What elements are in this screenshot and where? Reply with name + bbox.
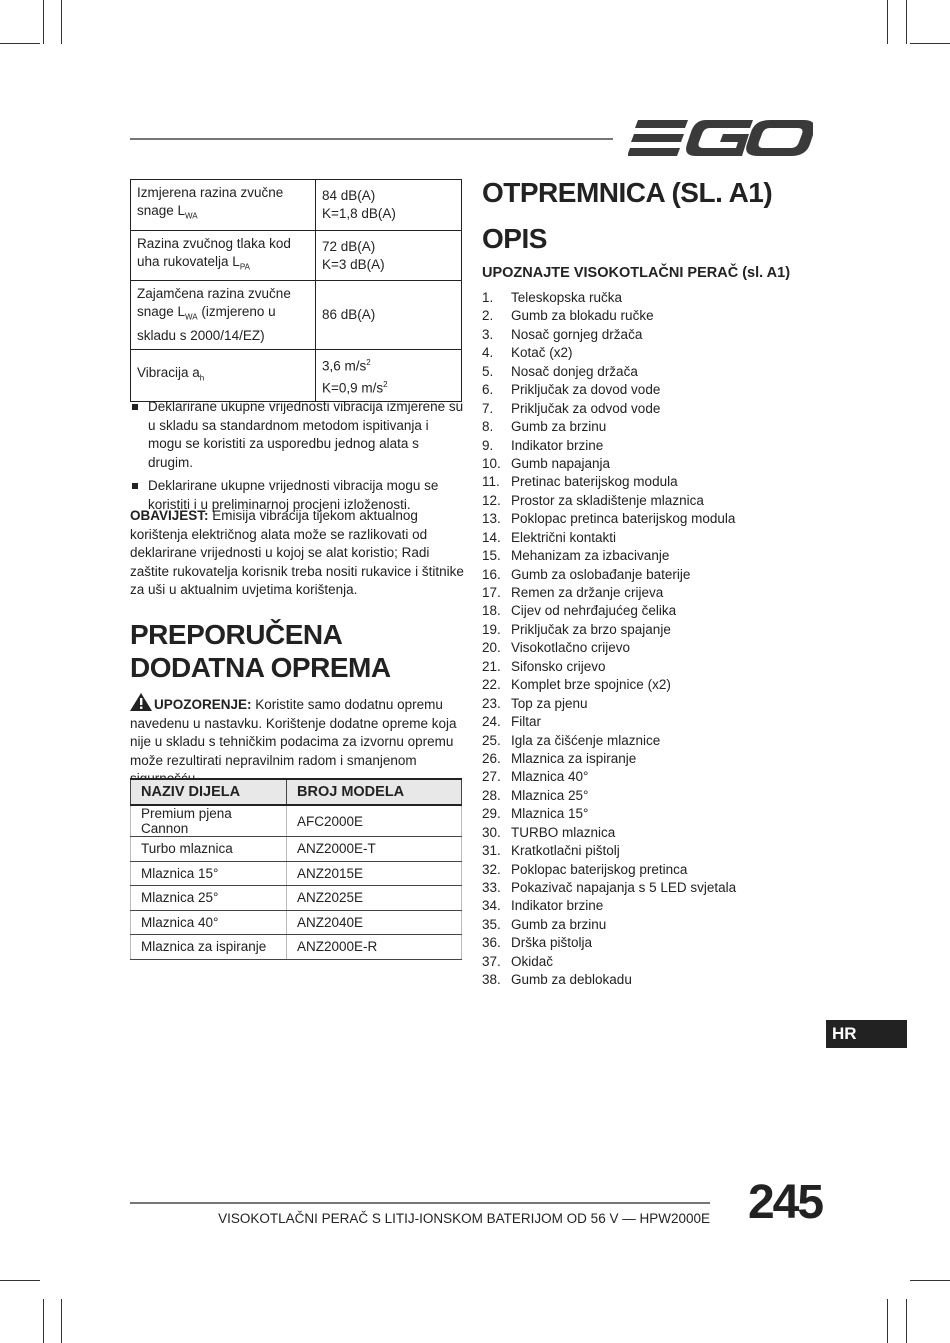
table-row bbox=[131, 935, 462, 960]
list-item-label: Sifonsko crijevo bbox=[511, 658, 606, 674]
list-item-number: 4. bbox=[482, 345, 494, 361]
list-item-number: 3. bbox=[482, 326, 494, 342]
list-item bbox=[482, 805, 736, 823]
list-item-number: 15. bbox=[482, 548, 501, 564]
list-item-label: Prostor za skladištenje mlaznica bbox=[511, 492, 704, 508]
ego-logo bbox=[628, 118, 813, 158]
page-number: 245 bbox=[747, 1176, 823, 1229]
list-item-label: Poklopac pretinca baterijskog modula bbox=[511, 511, 736, 527]
list-item bbox=[482, 344, 736, 362]
notice-paragraph: OBAVIJEST: Emisija vibracija tijekom aktualnog korištenja električnog alata može se razlikovati od deklarirane vrijednosti u kojoj se alat koristio; Radi zaštite rukovatelja korisnik treba nositi rukavice i štitnike za uši u aktualnim uvjetima korištenja. bbox=[130, 508, 464, 597]
list-item bbox=[482, 473, 736, 491]
language-tab: HR bbox=[826, 1020, 907, 1048]
list-item bbox=[482, 971, 736, 989]
list-item-number: 8. bbox=[482, 419, 494, 435]
warning-triangle-icon bbox=[130, 693, 152, 711]
list-item-label: Drška pištolja bbox=[511, 935, 593, 951]
model-number: ANZ2000E-T bbox=[287, 837, 462, 862]
list-item bbox=[482, 455, 736, 473]
part-name: Premium pjena Cannon bbox=[131, 805, 287, 837]
list-item-label: Mehanizam za izbacivanje bbox=[511, 548, 670, 564]
crop-mark bbox=[887, 1299, 888, 1343]
list-item-number: 5. bbox=[482, 363, 494, 379]
crop-mark bbox=[61, 1299, 62, 1343]
table-row bbox=[131, 281, 462, 350]
list-item-label: Pokazivač napajanja s 5 LED svjetala bbox=[511, 880, 737, 895]
list-item bbox=[482, 621, 736, 639]
list-item bbox=[482, 418, 736, 436]
list-item bbox=[482, 861, 736, 879]
list-item-label: Mlaznica 40° bbox=[511, 769, 589, 785]
list-item-number: 26. bbox=[482, 750, 501, 766]
list-item-number: 21. bbox=[482, 658, 501, 674]
list-item-number: 33. bbox=[482, 880, 501, 895]
list-item bbox=[482, 602, 736, 620]
list-item-label: Nosač donjeg držača bbox=[511, 363, 638, 379]
crop-mark bbox=[43, 1299, 44, 1343]
shipping-heading: OTPREMNICA (SL. A1) bbox=[482, 177, 773, 208]
list-item-number: 23. bbox=[482, 695, 501, 711]
table-row bbox=[131, 910, 462, 935]
list-item-label: Visokotlačno crijevo bbox=[511, 640, 631, 656]
list-item-label: Filtar bbox=[511, 714, 541, 730]
list-item-label: Gumb za deblokadu bbox=[511, 972, 632, 988]
list-item-label: Nosač gornjeg držača bbox=[511, 326, 643, 342]
description-subheading: UPOZNAJTE VISOKOTLAČNI PERAČ (sl. A1) bbox=[482, 265, 791, 281]
list-item-number: 7. bbox=[482, 400, 494, 416]
header-rule bbox=[130, 138, 613, 140]
list-item bbox=[482, 750, 736, 768]
footer-text: VISOKOTLAČNI PERAČ S LITIJ-IONSKOM BATERIJOM OD 56 V — HPW2000E bbox=[218, 1211, 710, 1226]
list-item-number: 30. bbox=[482, 824, 501, 840]
table-row bbox=[131, 230, 462, 281]
list-item-number: 16. bbox=[482, 566, 501, 582]
list-item-number: 24. bbox=[482, 714, 501, 730]
list-item bbox=[482, 676, 736, 694]
list-item-label: Komplet brze spojnice (x2) bbox=[511, 677, 671, 693]
list-item-label: Poklopac baterijskog pretinca bbox=[511, 861, 688, 877]
list-item-number: 6. bbox=[482, 382, 494, 398]
list-item-number: 17. bbox=[482, 585, 501, 600]
list-item-number: 18. bbox=[482, 603, 501, 619]
list-item-label: Kratkotlačni pištolj bbox=[511, 843, 620, 859]
list-item-number: 22. bbox=[482, 677, 501, 693]
table-row bbox=[131, 837, 462, 862]
model-number: ANZ2025E bbox=[287, 886, 462, 911]
list-item: Deklarirane ukupne vrijednosti vibracija mogu se koristiti i u preliminarnoj procjeni izloženosti. bbox=[130, 477, 464, 514]
list-item-number: 14. bbox=[482, 529, 501, 545]
list-item-label: Gumb za blokadu ručke bbox=[511, 308, 654, 324]
list-item-label: Remen za držanje crijeva bbox=[511, 585, 664, 600]
model-number: AFC2000E bbox=[287, 805, 462, 837]
list-item bbox=[482, 842, 736, 860]
crop-mark bbox=[906, 1299, 907, 1343]
part-name: Mlaznica za ispiranje bbox=[131, 935, 287, 960]
list-item bbox=[482, 510, 736, 528]
spec-value: 86 dB(A) bbox=[316, 281, 462, 350]
list-item-number: 12. bbox=[482, 492, 501, 508]
list-item-label: TURBO mlaznica bbox=[511, 824, 616, 840]
crop-mark bbox=[0, 1280, 40, 1281]
list-item-label: Gumb za oslobađanje baterije bbox=[511, 566, 691, 582]
list-item bbox=[482, 897, 736, 915]
list-item-label: Indikator brzine bbox=[511, 898, 604, 914]
list-item bbox=[482, 289, 736, 307]
spec-label: Razina zvučnog tlaka kod uha rukovatelja $L_{PA}$ bbox=[131, 230, 316, 281]
list-item-label: Teleskopska ručka bbox=[511, 290, 623, 305]
list-item-number: 11. bbox=[482, 474, 500, 490]
list-item bbox=[482, 584, 736, 602]
warning-paragraph: UPOZORENJE: Koristite samo dodatnu opremu navedenu u nastavku. Korištenje dodatne opreme koja nije u skladu s tehničkim podacima za izvornu opremu može rezultirati nepravilnim radom i smanjenom bbox=[130, 693, 464, 789]
spec-value: 84 dB(A) K=1,8 dB(A) bbox=[316, 180, 462, 231]
list-item-number: 32. bbox=[482, 861, 501, 877]
list-item bbox=[482, 307, 736, 325]
list-item bbox=[482, 492, 736, 510]
part-name: Mlaznica 25° bbox=[131, 886, 287, 911]
list-item bbox=[482, 547, 736, 565]
list-item-label: Pretinac baterijskog modula bbox=[511, 474, 678, 490]
list-item bbox=[482, 529, 736, 547]
list-item bbox=[482, 566, 736, 584]
parts-list bbox=[482, 289, 736, 990]
list-item-number: 35. bbox=[482, 916, 501, 932]
list-item-number: 31. bbox=[482, 843, 501, 859]
table-row bbox=[131, 886, 462, 911]
crop-mark bbox=[43, 0, 44, 44]
spec-label: Zajamčena razina zvučne snage $L_{WA}$ (izmjereno u skladu s 2000/14/EZ) bbox=[131, 281, 316, 350]
list-item-label: Cijev od nehrđajućeg čelika bbox=[511, 603, 677, 619]
spec-value: 72 dB(A) K=3 dB(A) bbox=[316, 230, 462, 281]
list-item bbox=[482, 934, 736, 952]
crop-mark bbox=[887, 0, 888, 44]
model-number: ANZ2000E-R bbox=[287, 935, 462, 960]
list-item-number: 36. bbox=[482, 935, 501, 951]
list-item-number: 27. bbox=[482, 769, 501, 785]
list-item bbox=[482, 879, 736, 897]
part-name: Turbo mlaznica bbox=[131, 837, 287, 862]
model-number: ANZ2015E bbox=[287, 861, 462, 886]
table-row bbox=[131, 861, 462, 886]
table-row bbox=[131, 350, 462, 402]
list-item-label: Priključak za brzo spajanje bbox=[511, 621, 671, 637]
list-item bbox=[482, 381, 736, 399]
table-row bbox=[131, 805, 462, 837]
list-item-number: 28. bbox=[482, 787, 501, 803]
column-header: BROJ MODELA bbox=[287, 779, 462, 805]
list-item-label: Kotač (x2) bbox=[511, 345, 573, 361]
part-name: Mlaznica 40° bbox=[131, 910, 287, 935]
list-item-label: Top za pjenu bbox=[511, 695, 588, 711]
list-item-label: Gumb za brzinu bbox=[511, 916, 607, 932]
list-item-label: Mlaznica 25° bbox=[511, 787, 589, 803]
list-item-number: 2. bbox=[482, 308, 494, 324]
list-item-number: 25. bbox=[482, 732, 501, 748]
spec-table bbox=[130, 179, 462, 402]
list-item-number: 29. bbox=[482, 806, 501, 822]
bullet-square-icon bbox=[132, 483, 138, 489]
list-item bbox=[482, 400, 736, 418]
list-item bbox=[482, 363, 736, 381]
list-item-number: 34. bbox=[482, 898, 501, 914]
list-item-label: Električni kontakti bbox=[511, 529, 617, 545]
spec-value: 3,6 $m/s^2$ K=0,9 $m/s^2$ bbox=[316, 350, 462, 402]
list-item bbox=[482, 732, 736, 750]
list-item bbox=[482, 658, 736, 676]
vibration-notes bbox=[130, 398, 464, 519]
list-item-number: 19. bbox=[482, 621, 501, 637]
model-number: ANZ2040E bbox=[287, 910, 462, 935]
footer-rule bbox=[130, 1202, 710, 1204]
list-item bbox=[482, 953, 736, 971]
list-item-number: 13. bbox=[482, 511, 501, 527]
list-item-number: 10. bbox=[482, 455, 501, 471]
list-item-label: Mlaznica 15° bbox=[511, 806, 589, 822]
crop-mark bbox=[910, 43, 950, 44]
spec-label: Vibracija $a_h$ bbox=[131, 350, 316, 402]
column-header: NAZIV DIJELA bbox=[131, 779, 287, 805]
list-item bbox=[482, 824, 736, 842]
crop-mark bbox=[906, 0, 907, 44]
list-item bbox=[482, 713, 736, 731]
list-item bbox=[482, 695, 736, 713]
accessories-table bbox=[130, 778, 462, 960]
list-item bbox=[482, 916, 736, 934]
list-item-number: 1. bbox=[482, 290, 494, 305]
list-item bbox=[482, 787, 736, 805]
crop-mark bbox=[0, 43, 40, 44]
list-item bbox=[482, 326, 736, 344]
list-item bbox=[482, 437, 736, 455]
list-item-label: Priključak za odvod vode bbox=[511, 400, 661, 416]
description-heading: OPIS bbox=[482, 223, 547, 254]
bullet-square-icon bbox=[132, 404, 138, 410]
list-item bbox=[482, 768, 736, 786]
list-item bbox=[482, 639, 736, 657]
crop-mark bbox=[910, 1280, 950, 1281]
table-row bbox=[131, 180, 462, 231]
list-item-label: Igla za čišćenje mlaznice bbox=[511, 732, 661, 748]
part-name: Mlaznica 15° bbox=[131, 861, 287, 886]
list-item-label: Indikator brzine bbox=[511, 437, 604, 453]
table-header-row bbox=[131, 779, 462, 805]
accessories-heading: PREPORUČENA DODATNA OPREMA bbox=[130, 619, 391, 683]
list-item-label: Mlaznica za ispiranje bbox=[511, 750, 637, 766]
spec-label: Izmjerena razina zvučne snage $L_{WA}$ bbox=[131, 180, 316, 231]
list-item-label: Gumb napajanja bbox=[511, 455, 611, 471]
list-item-number: 38. bbox=[482, 972, 501, 988]
list-item-number: 20. bbox=[482, 640, 501, 656]
list-item-number: 9. bbox=[482, 437, 494, 453]
list-item-number: 37. bbox=[482, 953, 501, 969]
list-item-label: Priključak za dovod vode bbox=[511, 382, 661, 398]
list-item: Deklarirane ukupne vrijednosti vibracija izmjerene su u skladu sa standardnom metodom ispitivanja i mogu se koristiti za usporedbu jednog alata s drugim. bbox=[130, 398, 464, 472]
list-item-label: Gumb za brzinu bbox=[511, 419, 607, 435]
crop-mark bbox=[61, 0, 62, 44]
list-item-label: Okidač bbox=[511, 953, 554, 969]
